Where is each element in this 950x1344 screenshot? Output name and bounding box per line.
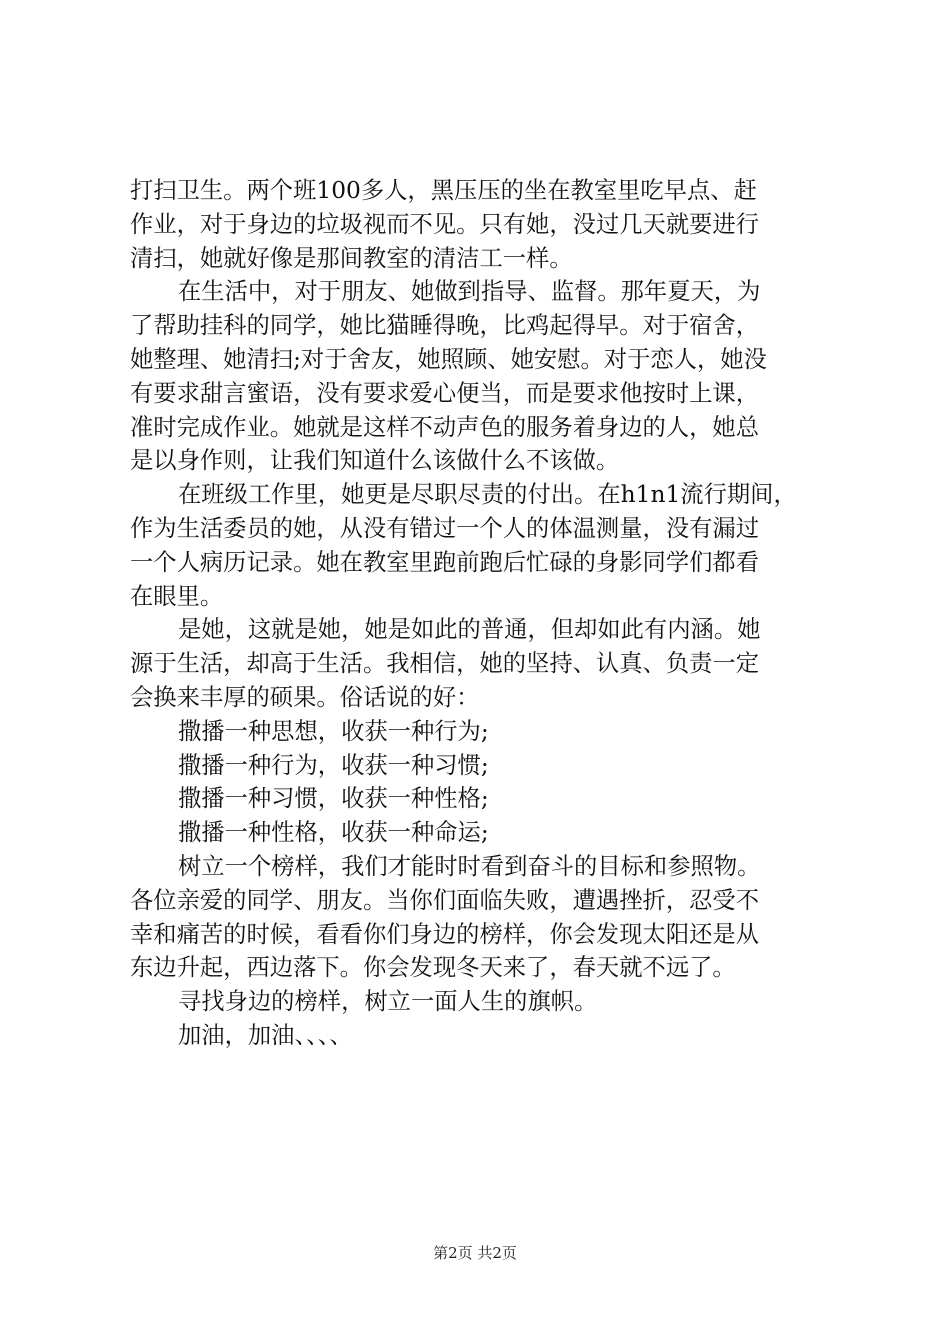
body-line-10: 在班级工作里，她更是尽职尽责的付出。在h1n1流行期间， [178,481,797,509]
body-line-23: 幸和痛苦的时候，看看你们身边的榜样，你会发现太阳还是从 [130,920,760,948]
body-line-8: 准时完成作业。她就是这样不动声色的服务着身边的人，她总 [130,413,760,441]
body-line-26: 加油，加油、、、、 [178,1021,353,1049]
body-line-17: 撒播一种思想，收获一种行为; [178,717,489,745]
body-line-14: 是她，这就是她，她是如此的普通，但却如此有内涵。她 [178,616,761,644]
body-line-15: 源于生活，却高于生活。我相信，她的坚持、认真、负责一定 [130,650,760,678]
body-line-19: 撒播一种习惯，收获一种性格; [178,785,489,813]
page-footer [0,1243,950,1263]
body-line-3: 清扫，她就好像是那间教室的清洁工一样。 [130,244,573,272]
body-line-4: 在生活中，对于朋友、她做到指导、监督。那年夏天，为 [178,278,761,306]
body-line-16: 会换来丰厚的硕果。俗话说的好： [130,683,480,711]
body-line-5: 了帮助挂科的同学，她比猫睡得晚，比鸡起得早。对于宿舍， [130,312,760,340]
document-body [130,174,830,1053]
page-number-label: 第2页 共2页 [433,1244,517,1262]
body-line-22: 各位亲爱的同学、朋友。当你们面临失败，遭遇挫折，忍受不 [130,886,760,914]
body-line-2: 作业，对于身边的垃圾视而不见。只有她，没过几天就要进行 [130,210,760,238]
body-line-7: 有要求甜言蜜语，没有要求爱心便当，而是要求他按时上课， [130,379,760,407]
body-line-24: 东边升起，西边落下。你会发现冬天来了，春天就不远了。 [130,954,736,982]
body-line-1: 打扫卫生。两个班100多人，黑压压的坐在教室里吃早点、赶 [130,177,757,204]
body-line-12: 一个人病历记录。她在教室里跑前跑后忙碌的身影同学们都看 [130,548,760,576]
body-line-13: 在眼里。 [130,582,224,610]
body-line-11: 作为生活委员的她，从没有错过一个人的体温测量，没有漏过 [130,514,760,542]
body-line-21: 树立一个榜样，我们才能时时看到奋斗的目标和参照物。 [178,852,761,880]
body-line-9: 是以身作则，让我们知道什么该做什么不该做。 [130,447,620,475]
body-line-18: 撒播一种行为，收获一种习惯; [178,751,489,779]
body-line-25: 寻找身边的榜样，树立一面人生的旗帜。 [178,988,598,1016]
body-line-6: 她整理、她清扫;对于舍友，她照顾、她安慰。对于恋人，她没 [130,345,767,373]
body-line-20: 撒播一种性格，收获一种命运; [178,819,489,847]
